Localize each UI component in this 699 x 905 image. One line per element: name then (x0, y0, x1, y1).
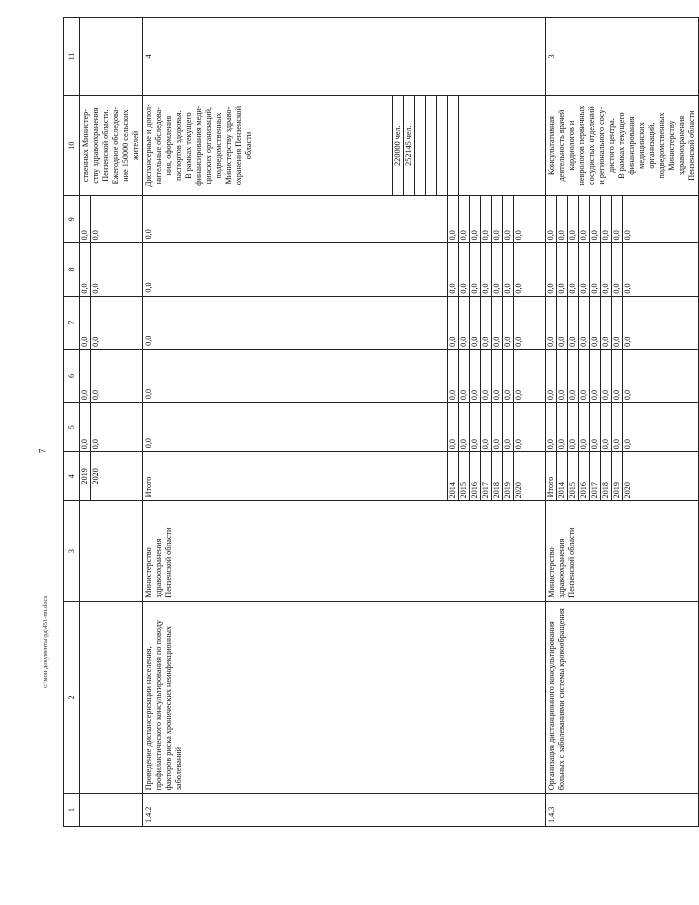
value: 0,0 (503, 196, 514, 242)
value: 0,0 (623, 389, 632, 401)
note-line: дистого центра. (607, 118, 616, 174)
value: 0,0 (546, 243, 557, 295)
value: 0,0 (470, 403, 481, 451)
executor: Министерство здравоохранения Пензенской области (546, 501, 699, 601)
value: 0,0 (459, 243, 470, 295)
page-number: 7 (37, 448, 48, 454)
note-value (448, 96, 459, 195)
value: 0,0 (492, 350, 503, 402)
year: 2014 (448, 452, 459, 500)
col-header-10: 10 (64, 95, 80, 195)
value: 0,0 (492, 403, 503, 451)
note-line: организаций, (647, 122, 656, 169)
total-value: 0,0 (144, 282, 153, 293)
table-row-1-4-2 (143, 18, 546, 827)
year: 2018 (492, 452, 503, 500)
value: 0,0 (459, 403, 470, 451)
col11-value: 4 (143, 18, 546, 96)
value: 0,0 (546, 403, 557, 451)
note-line: Диспансерные и допол- (144, 104, 153, 188)
year: 2020 (623, 482, 632, 499)
note-line: Ежегодное обследова- (111, 106, 120, 185)
value: 0,0 (459, 350, 470, 402)
year: 2016 (579, 452, 590, 500)
col-header-1: 1 (64, 794, 80, 827)
value: 0,0 (546, 297, 557, 349)
year: 2018 (601, 452, 612, 500)
note-line: жителей (131, 130, 140, 161)
rotated-table-page (63, 17, 696, 827)
note-line: области (244, 131, 253, 160)
note-line: Пензенской области. (101, 109, 110, 182)
value: 0,0 (557, 196, 568, 242)
value: 0,0 (601, 403, 612, 451)
value: 0,0 (546, 196, 557, 242)
note-cell (143, 95, 546, 195)
year: 2015 (459, 452, 470, 500)
value: 0,0 (91, 230, 100, 241)
continuation-row (80, 18, 143, 827)
note-cell (80, 95, 143, 195)
value: 0,0 (470, 297, 481, 349)
table-row-1-4-3 (546, 18, 699, 827)
value: 0,0 (612, 350, 623, 402)
value: 0,0 (601, 297, 612, 349)
value: 0,0 (514, 230, 523, 241)
measure-name: Организация дистанционного консультирования больных с заболеваниями системы кровообращения (546, 601, 699, 794)
value: 0,0 (612, 297, 623, 349)
year: 2019 (503, 452, 514, 500)
row-number: 1.4.3 (546, 794, 699, 827)
note-line: ству здравоохранения (91, 107, 100, 184)
value: 0,0 (601, 196, 612, 242)
value: 0,0 (492, 243, 503, 295)
value: 0,0 (481, 243, 492, 295)
value: 0,0 (91, 283, 100, 294)
total-label: Итого (546, 476, 555, 498)
value: 0,0 (546, 350, 557, 402)
col-header-11: 11 (64, 18, 80, 96)
value: 0,0 (514, 389, 523, 401)
year-cell (80, 452, 143, 501)
value: 0,0 (514, 283, 523, 294)
value: 0,0 (590, 196, 601, 242)
value: 0,0 (80, 196, 91, 242)
value: 0,0 (557, 350, 568, 402)
value: 0,0 (91, 389, 100, 401)
value: 0,0 (492, 297, 503, 349)
col-header-9: 9 (64, 196, 80, 243)
note-line: ственных Министер- (81, 109, 90, 183)
value: 0,0 (514, 336, 523, 347)
note-line: неврологов первичных (577, 105, 586, 186)
year: 2015 (568, 452, 579, 500)
value: 0,0 (590, 350, 601, 402)
value: 0,0 (590, 297, 601, 349)
value: 0,0 (448, 196, 459, 242)
value: 0,0 (448, 243, 459, 295)
value: 0,0 (470, 350, 481, 402)
total-value: 0,0 (144, 438, 153, 449)
col-header-5: 5 (64, 403, 80, 452)
note-line: медицинских (637, 122, 646, 169)
value: 0,0 (91, 439, 100, 450)
value: 0,0 (503, 403, 514, 451)
note-cell (546, 95, 699, 195)
value: 0,0 (481, 350, 492, 402)
col-header-7: 7 (64, 296, 80, 349)
col-header-3: 3 (64, 501, 80, 601)
col11-value: 3 (546, 18, 699, 96)
value: 0,0 (459, 196, 470, 242)
note-line: Консультативная (547, 116, 556, 176)
value: 0,0 (612, 243, 623, 295)
year: 2020 (91, 468, 100, 485)
value: 0,0 (448, 350, 459, 402)
note-line: В рамках текущего (617, 112, 626, 179)
col-header-6: 6 (64, 349, 80, 402)
note-line: паспортов здоровья. (174, 110, 183, 181)
row-number: 1.4.2 (143, 794, 546, 827)
value: 0,0 (590, 403, 601, 451)
value: 0,0 (481, 196, 492, 242)
value: 0,0 (601, 243, 612, 295)
note-line: здравоохранения (677, 116, 686, 176)
col-header-8: 8 (64, 243, 80, 296)
value: 0,0 (568, 297, 579, 349)
value: 0,0 (568, 196, 579, 242)
value: 0,0 (579, 196, 590, 242)
note-line: и регионального сосу- (597, 106, 606, 185)
value: 0,0 (590, 243, 601, 295)
year-column (546, 452, 699, 501)
note-line: подведомственных (214, 112, 223, 179)
value: 0,0 (601, 350, 612, 402)
value: 0,0 (623, 230, 632, 241)
note-line: В рамках текущего (184, 112, 193, 179)
note-line: ние 150000 сельских (121, 109, 130, 182)
col-header-4: 4 (64, 452, 80, 501)
year: 2020 (514, 482, 523, 499)
value: 0,0 (80, 403, 91, 451)
year: 2019 (612, 452, 623, 500)
note-line: цинских организаций, (204, 106, 213, 185)
note-value (437, 96, 448, 195)
value: 0,0 (623, 336, 632, 347)
note-value (415, 96, 426, 195)
note-value: 220000 чел. (393, 96, 404, 195)
program-table (63, 17, 699, 827)
value: 0,0 (470, 196, 481, 242)
value: 0,0 (579, 350, 590, 402)
note-line: Пензенской области (687, 110, 696, 181)
value: 0,0 (568, 350, 579, 402)
note-line: финансирования (627, 116, 636, 175)
value: 0,0 (568, 403, 579, 451)
value: 0,0 (481, 297, 492, 349)
value: 0,0 (481, 403, 492, 451)
value: 0,0 (503, 243, 514, 295)
year: 2016 (470, 452, 481, 500)
note-line: ния, оформления (164, 115, 173, 176)
note-line: финансирования меди- (194, 105, 203, 186)
value: 0,0 (612, 403, 623, 451)
year: 2017 (481, 452, 492, 500)
value: 0,0 (557, 243, 568, 295)
value: 0,0 (503, 350, 514, 402)
value: 0,0 (80, 350, 91, 402)
file-path-footer: c:\мои документы\рд\451-пп.docx (42, 595, 49, 688)
total-value: 0,0 (144, 229, 153, 240)
value: 0,0 (623, 439, 632, 450)
value: 0,0 (492, 196, 503, 242)
total-value: 0,0 (144, 388, 153, 400)
header-row (64, 18, 80, 827)
value: 0,0 (579, 403, 590, 451)
value: 0,0 (568, 243, 579, 295)
value: 0,0 (557, 403, 568, 451)
note-value (426, 96, 437, 195)
value: 0,0 (459, 297, 470, 349)
value: 0,0 (470, 243, 481, 295)
year: 2017 (590, 452, 601, 500)
note-value (459, 96, 470, 195)
value: 0,0 (579, 297, 590, 349)
value: 0,0 (503, 297, 514, 349)
executor: Министерство здравоохранения Пензенской области (143, 501, 546, 601)
total-value: 0,0 (144, 335, 153, 346)
note-line: нительные обследова- (154, 106, 163, 185)
year: 2014 (557, 452, 568, 500)
value: 0,0 (80, 297, 91, 349)
note-line: кардиологов и (567, 120, 576, 171)
value: 0,0 (557, 297, 568, 349)
total-label: Итого (144, 476, 153, 498)
note-line: деятельность врачей (557, 109, 566, 182)
note-line: сосудистых отделений (587, 106, 596, 185)
value: 0,0 (448, 403, 459, 451)
value: 0,0 (623, 283, 632, 294)
value: 0,0 (514, 439, 523, 450)
year-column (143, 452, 546, 501)
note-line: Министерству (667, 120, 676, 171)
value: 0,0 (80, 243, 91, 295)
value: 0,0 (448, 297, 459, 349)
note-line: подведомственных (657, 112, 666, 179)
value: 0,0 (579, 243, 590, 295)
measure-name: Проведение диспансеризации населения, профилактического консультирования по поводу факторов риска хронических неинфекционных заболеваний (143, 601, 546, 794)
value: 0,0 (91, 336, 100, 347)
col-header-2: 2 (64, 601, 80, 794)
value: 0,0 (612, 196, 623, 242)
year: 2019 (80, 452, 91, 500)
note-value: 252145 чел. (404, 96, 415, 195)
note-line: охранения Пензенской (234, 106, 243, 186)
note-line: Министерству здраво- (224, 106, 233, 185)
